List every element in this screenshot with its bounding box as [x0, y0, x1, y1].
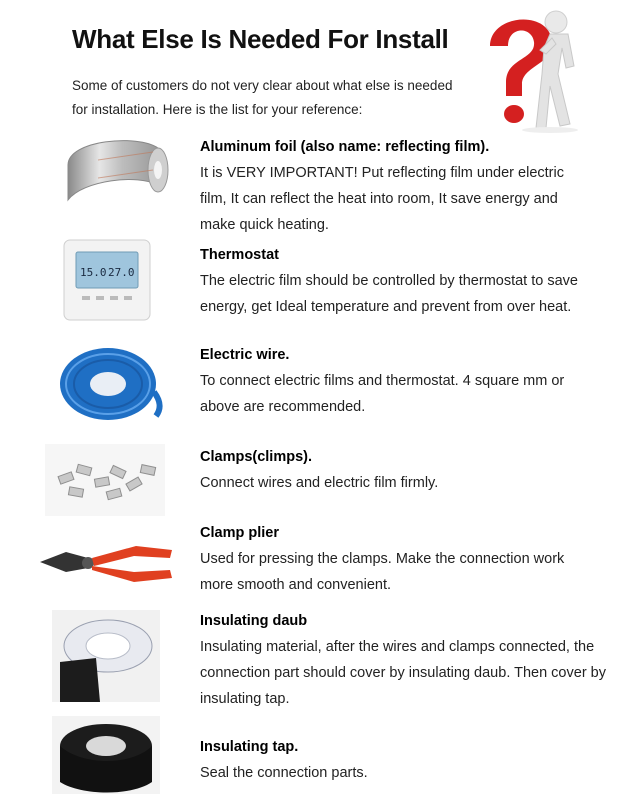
- item-line: Insulating material, after the wires and clamps connected, the: [200, 639, 595, 655]
- item-line: The electric film should be controlled by thermostat to save: [200, 273, 578, 289]
- thermostat-image: [62, 238, 152, 323]
- item-line: film, It can reflect the heat into room, It save energy and: [200, 191, 558, 207]
- item-thermostat: [200, 242, 620, 320]
- item-insulating-daub: [200, 608, 620, 712]
- thermostat-left-value: 15.0: [80, 266, 107, 279]
- item-title: Aluminum foil (also name: reflecting film).: [200, 139, 490, 155]
- item-title: Insulating daub: [200, 613, 308, 629]
- item-line: To connect electric films and thermostat. 4 square mm or: [200, 373, 565, 389]
- item-line: more smooth and convenient.: [200, 577, 392, 593]
- item-electric-wire: [200, 342, 620, 420]
- aluminum-foil-image: [58, 130, 173, 220]
- item-insulating-tap: [200, 734, 620, 786]
- insulating-tape-image: [52, 716, 160, 794]
- item-title: Insulating tap.: [200, 739, 299, 755]
- page-title: What Else Is Needed For Install: [72, 24, 449, 54]
- question-mascot-icon: [470, 4, 590, 134]
- electric-wire-image: [56, 338, 166, 428]
- item-title: Thermostat: [200, 247, 279, 263]
- item-line: Seal the connection parts.: [200, 765, 368, 781]
- item-line: Used for pressing the clamps. Make the connection work: [200, 551, 565, 567]
- item-line: connection part should cover by insulating daub. Then cover by: [200, 665, 606, 681]
- item-line: It is VERY IMPORTANT! Put reflecting film under electric: [200, 165, 564, 181]
- item-aluminum-foil: [200, 134, 620, 238]
- item-clamp-plier: [200, 520, 620, 598]
- thermostat-right-value: 27.0: [108, 266, 135, 279]
- item-title: Clamps(climps).: [200, 449, 312, 465]
- item-title: Electric wire.: [200, 347, 290, 363]
- clamp-plier-image: [36, 532, 176, 592]
- item-clamps: [200, 444, 620, 496]
- item-line: energy, get Ideal temperature and prevent from over heat.: [200, 299, 572, 315]
- intro-text: [72, 74, 472, 122]
- item-line: make quick heating.: [200, 217, 329, 233]
- item-title: Clamp plier: [200, 525, 279, 541]
- item-line: Connect wires and electric film firmly.: [200, 475, 439, 491]
- item-line: insulating tap.: [200, 691, 290, 707]
- clamps-image: [45, 444, 165, 516]
- insulating-daub-image: [52, 610, 160, 702]
- intro-line-1: Some of customers do not very clear about what else is needed: [72, 78, 453, 93]
- intro-line-2: for installation. Here is the list for your reference:: [72, 102, 363, 117]
- item-line: above are recommended.: [200, 399, 366, 415]
